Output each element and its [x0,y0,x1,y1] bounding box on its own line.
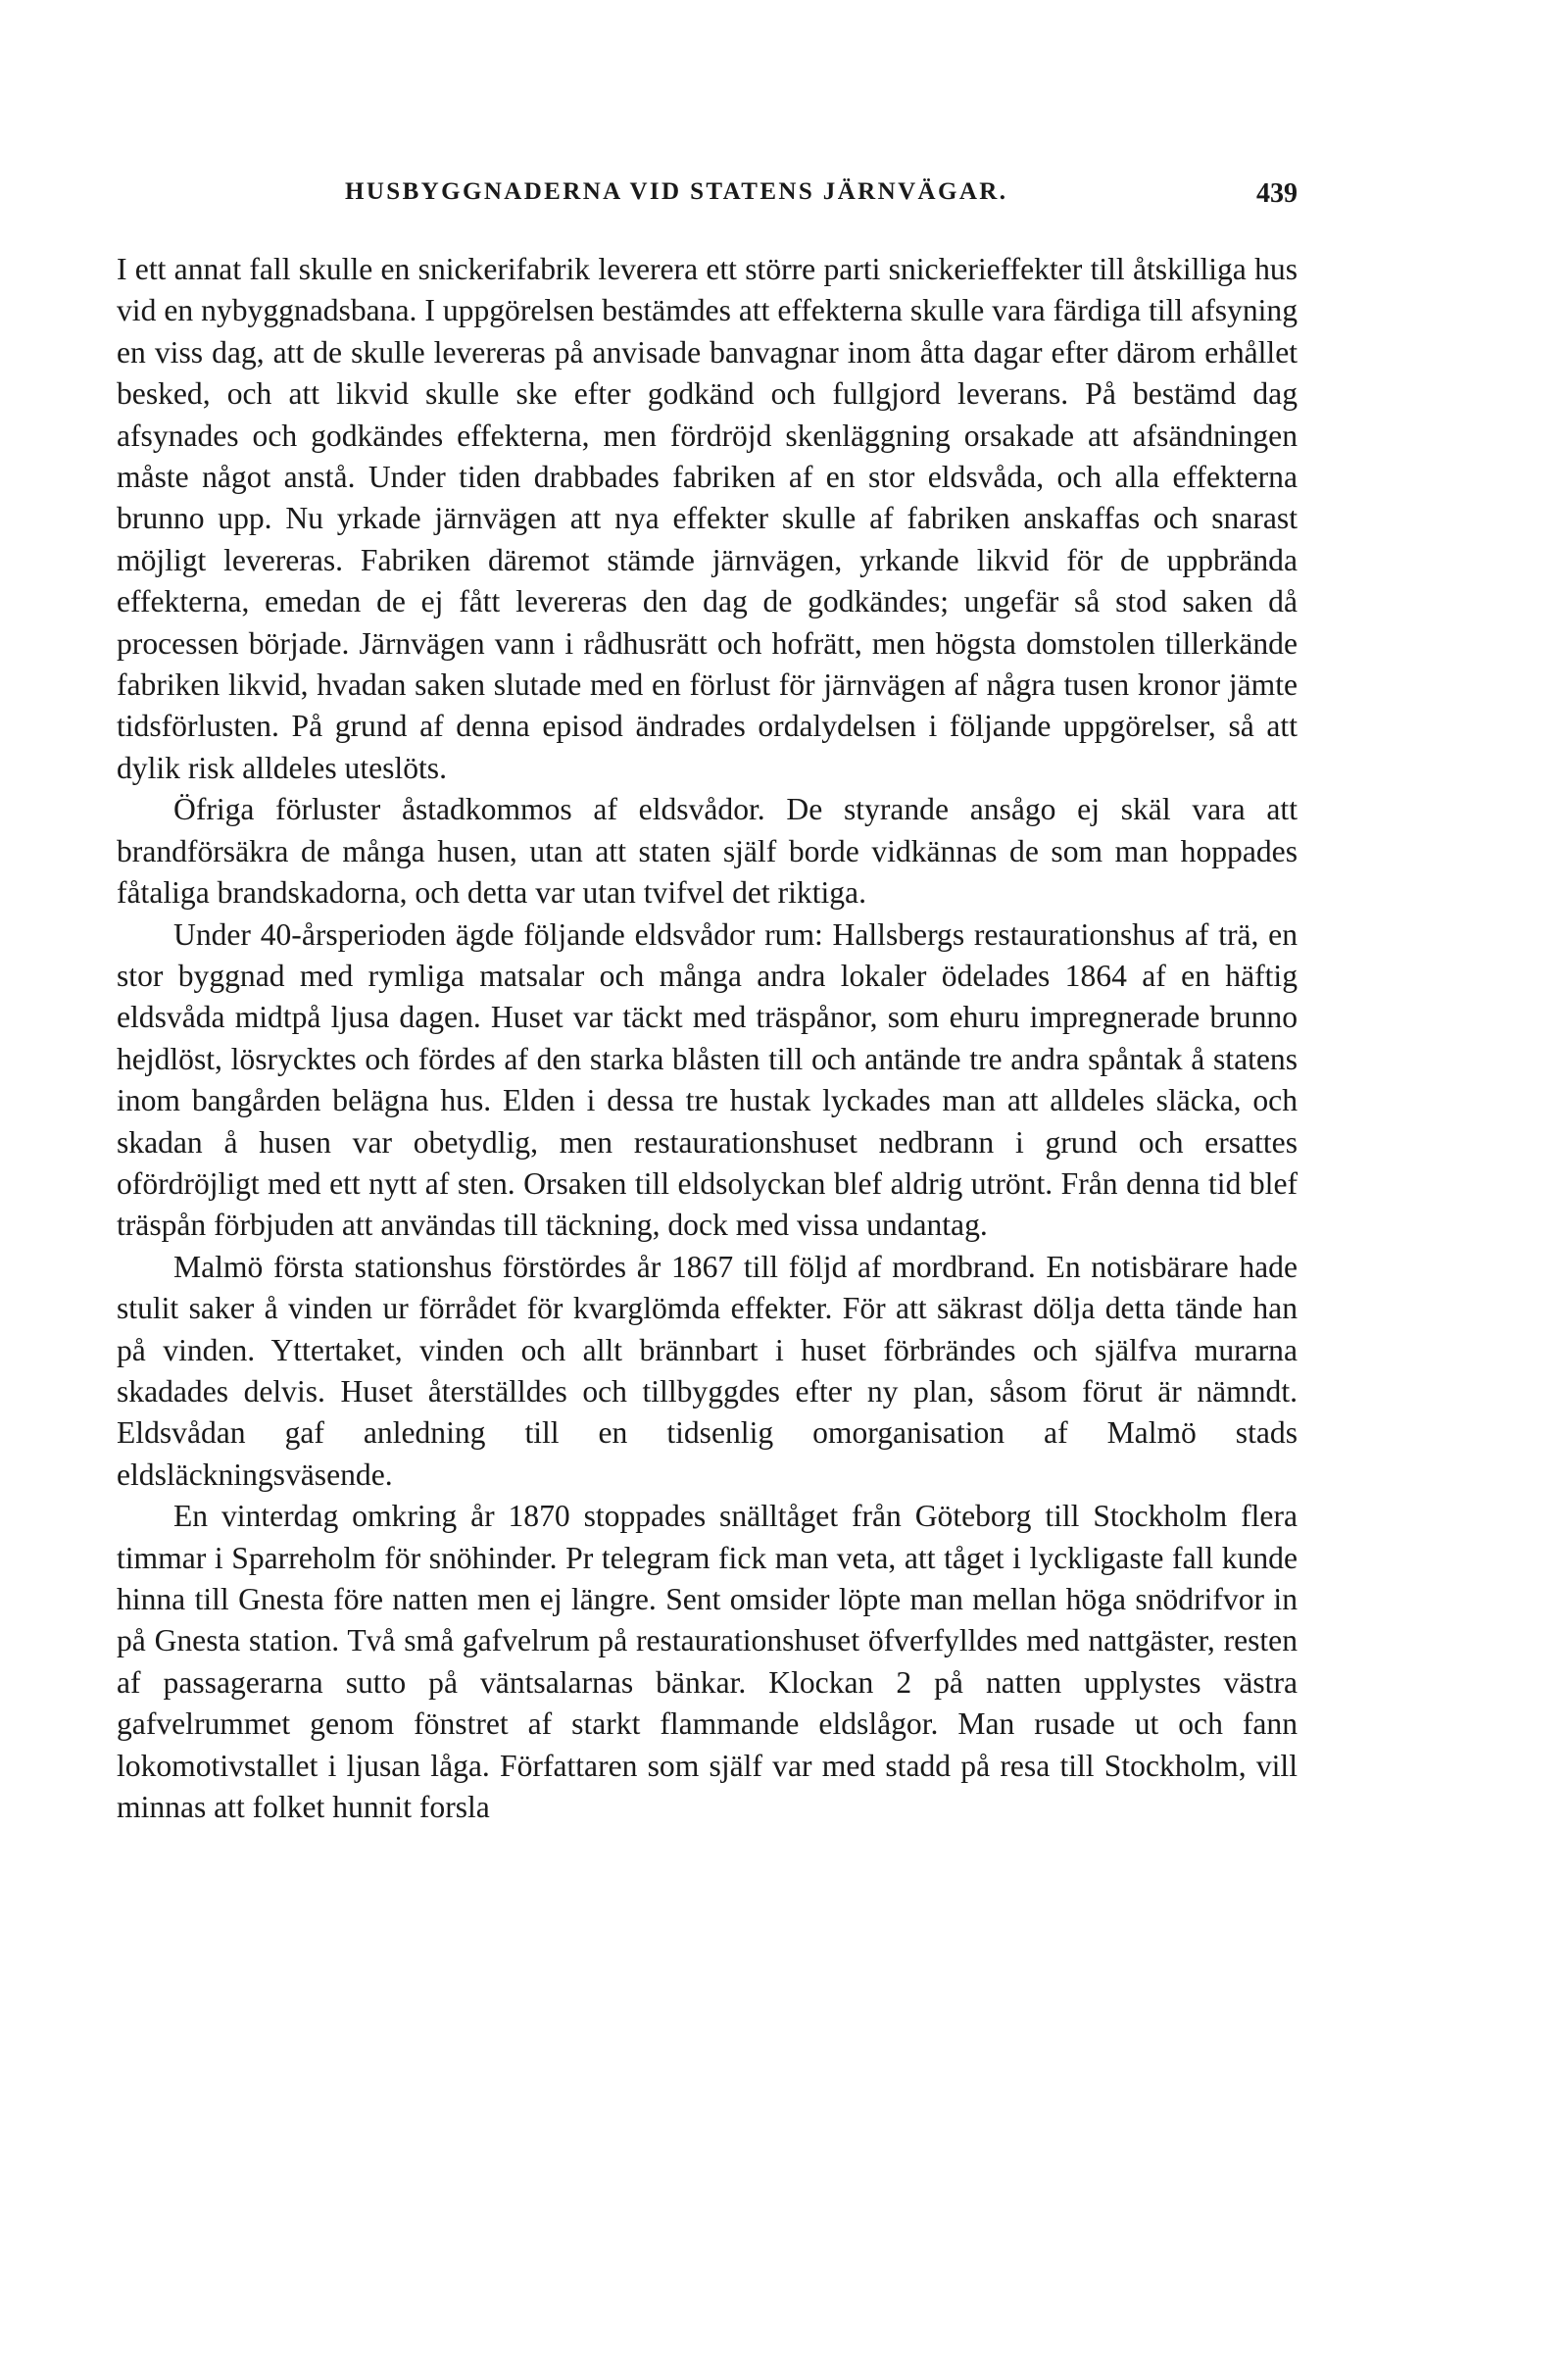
running-head [345,178,1298,218]
page-number: 439 [1256,178,1298,209]
paragraph-malmo-fire: Malmö första stationshus förstördes år 1867 till följd af mordbrand. En notisbärare hade stulit saker å vinden ur förrådet för kvarglömda effekter. För att säkrast dölja detta tände han på vinden. Yttertaket, vinden och allt brännbart i huset förbrändes och själfva murarna skadades delvis. Huset återställdes och tillbyggdes efter ny plan, såsom förut är nämndt. Eldsvådan gaf anledning till en tidsenlig omorganisation af Malmö stads eldsläckningsväsende. [117,1249,1298,1492]
paragraph-gnesta-fire: En vinterdag omkring år 1870 stoppades snälltåget från Göteborg till Stockholm flera timmar i Sparreholm för snöhinder. Pr telegram fick man veta, att tåget i lyckligaste fall kunde hinna till Gnesta före natten men ej längre. Sent omsider löpte man mellan höga snödrifvor in på Gnesta station. Två små gafvelrum på restaurationshuset öfverfylldes med nattgäster, resten af passagerarna sutto på väntsalarnas bänkar. Klockan 2 på natten upplystes västra gafvelrummet genom fönstret af starkt flammande eldslågor. Man rusade ut och fann lokomotivstallet i ljusan låga. Författaren som själf var med stadd på resa till Stockholm, vill minnas att folket hunnit forsla [117,1499,1298,1825]
paragraph-fire-losses: Öfriga förluster åstadkommos af eldsvådor. De styrande ansågo ej skäl vara att brandförsäkra de många husen, utan att staten själf borde vidkännas de som man hoppades fåtaliga brandskadorna, och detta var utan tvifvel det riktiga. [117,792,1298,911]
body-text [117,249,1298,1828]
running-title: HUSBYGGNADERNA VID STATENS JÄRNVÄGAR. [345,178,1008,205]
paragraph-hallsberg-fire: Under 40-årsperioden ägde följande eldsvådor rum: Hallsbergs restaurationshus af trä, en stor byggnad med rymliga matsalar och många andra lokaler ödelades 1864 af en häftig eldsvåda midtpå ljusa dagen. Huset var täckt med träspånor, som ehuru impregnerade brunno hejdlöst, lösrycktes och fördes af den starka blåsten till och antände tre andra spåntak å statens inom bangården belägna hus. Elden i dessa tre hustak lyckades man att alldeles släcka, och skadan å husen var obetydlig, men restaurationshuset nedbrann i grund och ersattes ofördröjligt med ett nytt af sten. Orsaken till eldsolyckan blef aldrig utrönt. Från denna tid blef träspån förbjuden att användas till täckning, dock med vissa undantag. [117,916,1298,1243]
paragraph-contract-dispute: I ett annat fall skulle en snickerifabrik leverera ett större parti snickerieffekter till åtskilliga hus vid en nybyggnadsbana. I uppgörelsen bestämdes att effekterna skulle vara färdiga till afsyning en viss dag, att de skulle levereras på anvisade banvagnar inom åtta dagar efter därom erhållet besked, och att likvid skulle ske efter godkänd och fullgjord leverans. På bestämd dag afsynades och godkändes effekterna, men fördröjd skenläggning orsakade att afsändningen måste något anstå. Under tiden drabbades fabriken af en stor eldsvåda, och alla effekterna brunno upp. Nu yrkade järnvägen att nya effekter skulle af fabriken anskaffas och snarast möjligt levereras. Fabriken däremot stämde järnvägen, yrkande likvid för de uppbrända effekterna, emedan de ej fått levereras den dag de godkändes; ungefär så stod saken då processen började. Järnvägen vann i rådhusrätt och hofrätt, men högsta domstolen tillerkände fabriken likvid, hvadan saken slutade med en förlust för järnvägen af några tusen kronor jämte tidsförlusten. På grund af denna episod ändrades ordalydelsen i följande uppgörelser, så att dylik risk alldeles uteslöts. [117,252,1298,785]
